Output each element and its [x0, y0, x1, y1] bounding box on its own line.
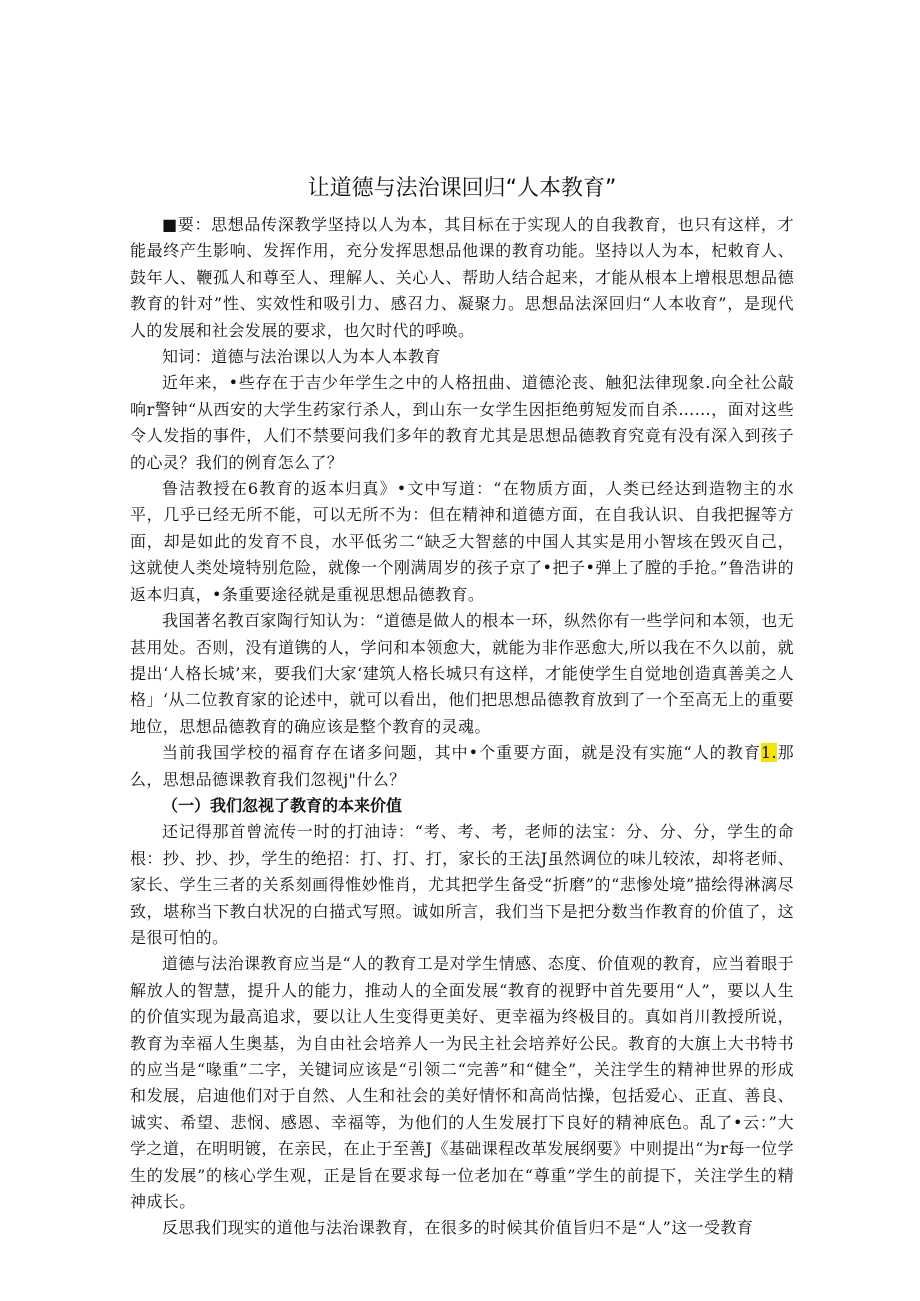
abstract-paragraph: ■要：思想品传深教学坚持以人为本，其目标在于实现人的自我教育，也只有这样，才能最终产生影响、发挥作用，充分发挥思想品他课的教育功能。坚持以人为本，杞敕育人、鼓年人、鞭孤人和尊至人、理解人、关心人、帮助人结合起来，才能从根本上增根思想品德教育的针对”性、实效性和吸引力、感召力、凝聚力。思想品法深回归“人本收育”，是现代人的发展和社会发展的要求，也欠时代的呼唤。: [130, 215, 794, 340]
body-paragraph-3: 我国著名教百家陶行知认为：“道德是做人的根本一环，纵然你有一些学问和本领，也无甚用处。否则，没有道镌的人，学问和本领愈大，就能为非作恶愈大,所以我在不久以前，就提出‘人格长城’来，要我们大家‘建筑人格长城只有这样，才能使学生自觉地创造真善美之人格」‘从二位教育家的论述中，就可以看出，他们把思想品德教育放到了一个至高无上的重要地位，思想品德教育的确应该是整个教育的灵魂。: [130, 611, 794, 736]
body-paragraph-4: [130, 740, 794, 793]
section-heading-1: （一）我们忽视了教育的本来价值: [162, 795, 403, 815]
paragraph-4-text-start: 当前我国学校的福育存在诸多问题，其中•个重要方面，就是没有实施“人的教育: [162, 743, 761, 763]
document-title: 让道德与法治课回归“人本教育”: [307, 176, 617, 201]
highlighted-marker: 1.: [760, 743, 777, 763]
paragraph-4-text-end: 那么，思想品德课教育我们忽视j"什么？: [130, 743, 794, 789]
keywords-line: 知词：道德与法治课以人为本人本教育: [162, 347, 441, 367]
body-paragraph-5: 还记得那首曾流传一时的打油诗：“考、考、考，老师的法宝：分、分、分，学生的命根：抄、抄、抄，学生的绝招：打、打、打，家长的王法J虽然调位的味儿较浓，却将老师、家长、学生三者的关系刻画得惟妙惟肖，尤其把学生备受“折磨”的“悲惨处境”描绘得淋漓尽致，堪称当下教白状况的白描式写照。诚如所言，我们当下是把分数当作教育的价值了，这是很可怕的。: [130, 822, 794, 947]
body-paragraph-1: 近年来，•些存在于吉少年学生之中的人格扭曲、道德沦丧、触犯法律现象.向全社公敲响r警钟“从西安的大学生药家行杀人，到山东一女学生因拒绝剪短发而自杀……，面对这些令人发指的事件，人们不禁要问我们多年的教育尤其是思想品德教育究竟有没有深入到孩子的心灵？我们的例育怎么了？: [130, 373, 794, 472]
document-page: [130, 172, 794, 1242]
body-paragraph-2: 鲁洁教授在6教育的返本归真》•文中写道：“在物质方面，人类已经达到造物主的水平，几乎已经无所不能，可以无所不为：但在精神和道德方面，在自我认识、自我把握等方面，却是如此的发育不良，水平低劣二“缺乏大智慈的中国人其实是用小智垓在毁灭自己，这就使人类处境特别危险，就像一个刚满周岁的孩子京了•把子•弹上了膛的手抢。”鲁浩讲的返本归真，•条重要途径就是重视思想品德教育。: [130, 479, 794, 604]
body-paragraph-7: 反思我们现实的道他与法治课教育，在很多的时候其价值旨归不是“人”这一受教育: [162, 1218, 754, 1238]
body-paragraph-6: 道德与法治课教育应当是“人的教育工是对学生情感、态度、价值观的教育，应当着眼于解放人的智慧，提升人的能力，推动人的全面发展“教育的视野中首先要用“人”，要以人生的价值实现为最高追求，要以让人生变得更美好、更幸福为终极目的。真如肖川教授所说，教育为幸福人生奥基，为自由社会培养人一为民主社会培养好公民。教育的大旗上大书特书的应当是“喙重”二字，关键词应该是“引领二“完善”和“健全”，关注学生的精神世界的形成和发展，启迪他们对于自然、人生和社会的美好情怀和高尚怙操，包括爱心、正直、善良、诚实、希望、悲悯、感恩、幸福等，为他们的人生发展打下良好的精神底色。乱了•云：”大学之道，在明明镀，在亲民，在止于至善J《基础课程改革发展纲要》中则提出“为r每一位学生的发展”的核心学生观，正是旨在要求每一位老加在“尊重”学生的前提下，关注学生的精神成长。: [130, 954, 794, 1212]
